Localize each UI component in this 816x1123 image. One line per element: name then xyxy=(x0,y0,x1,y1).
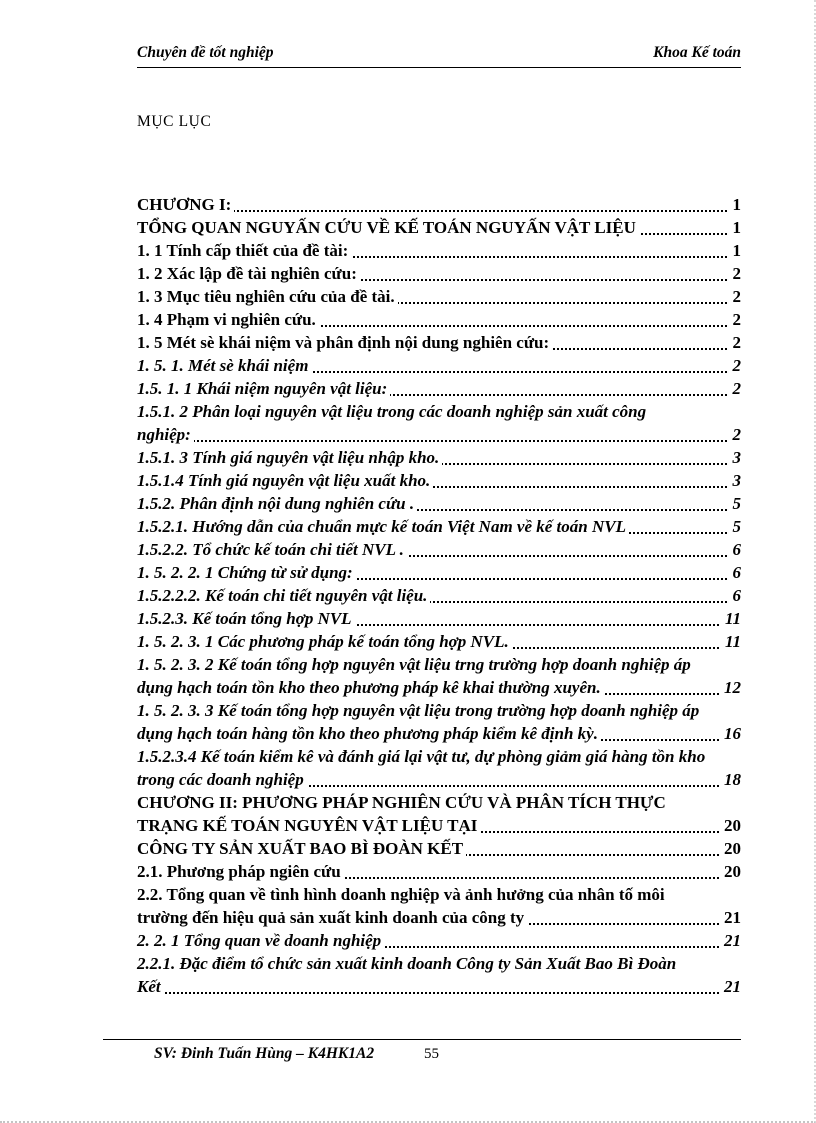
toc-entry xyxy=(137,446,741,469)
toc-entry-text: CHƯƠNG I: xyxy=(137,195,234,214)
toc-entry-page: 21 xyxy=(720,906,741,929)
toc-entry-page: 2 xyxy=(729,262,742,285)
toc-entry xyxy=(137,216,741,239)
toc-entry-page: 6 xyxy=(729,584,742,607)
footer-page-number: 55 xyxy=(424,1046,439,1062)
toc-entry-text: 1.5.2.1. Hướng dẫn của chuẩn mực kế toán Việt Nam về kế toán NVL xyxy=(137,517,629,536)
toc-entry-text: 1.5.2.2. Tổ chức kế toán chi tiết NVL . xyxy=(137,540,407,559)
footer-rule xyxy=(103,1039,741,1040)
dot-leader xyxy=(137,440,739,442)
toc-entry-text: 1. 3 Mục tiêu nghiên cứu của đề tài. xyxy=(137,287,398,306)
toc-entry xyxy=(137,630,741,653)
toc-entry-page: 2 xyxy=(729,423,742,446)
toc-entry xyxy=(137,354,741,377)
toc-entry-text: CÔNG TY SẢN XUẤT BAO BÌ ĐOÀN KẾT xyxy=(137,839,466,858)
toc-entry xyxy=(137,584,741,607)
toc-entry-page: 20 xyxy=(720,837,741,860)
toc-entry-text: 1. 2 Xác lập đề tài nghiên cứu: xyxy=(137,264,360,283)
dot-leader xyxy=(137,992,739,994)
toc-entry-text: 1. 5. 2. 3. 3 Kế toán tổng hợp nguyên vật liệu trong trường hợp doanh nghiệp áp dụng hạch toán hàng tồn kho theo phương pháp kiểm kê định kỳ. xyxy=(137,701,700,743)
toc-entry xyxy=(137,400,741,446)
toc-entry xyxy=(137,308,741,331)
toc-entry-text: 2. 2. 1 Tổng quan về doanh nghiệp xyxy=(137,931,384,950)
toc-entry-page: 2 xyxy=(729,354,742,377)
toc-entry-text: 1. 5 Mét sè khái niệm và phân định nội dung nghiên cứu: xyxy=(137,333,552,352)
toc-entry-page: 1 xyxy=(729,239,742,262)
toc-entry xyxy=(137,561,741,584)
toc-entry-page: 2 xyxy=(729,285,742,308)
toc-entry-page: 2 xyxy=(729,377,742,400)
toc-entry xyxy=(137,699,741,745)
toc-entry-page: 20 xyxy=(720,860,741,883)
toc-entry xyxy=(137,538,741,561)
toc-entry-text: 1.5.1.4 Tính giá nguyên vật liệu xuất kho. xyxy=(137,471,433,490)
toc-entry-text: 2.1. Phương pháp ngiên cứu xyxy=(137,862,344,881)
toc-entry-text: 1.5.1. 2 Phân loại nguyên vật liệu trong các doanh nghiệp sản xuất công nghiệp: xyxy=(137,402,647,444)
toc-entry-text: 1.5.2.2.2. Kế toán chi tiết nguyên vật liệu. xyxy=(137,586,430,605)
header-left-text: Chuyên đề tốt nghiệp xyxy=(137,44,274,61)
toc-entry xyxy=(137,883,741,929)
toc-entry xyxy=(137,193,741,216)
footer-author: SV: Đinh Tuấn Hùng – K4HK1A2 xyxy=(154,1045,375,1062)
toc-entry-text: 1.5.2.3.4 Kế toán kiểm kê và đánh giá lại vật tư, dự phòng giảm giá hàng tồn kho trong các doanh nghiệp xyxy=(137,747,706,789)
toc-entry-text: 2.2. Tổng quan về tình hình doanh nghiệp và ảnh hưởng của nhân tố môi trường đến hiệu quả sản xuất kinh doanh của công ty xyxy=(137,885,665,927)
header-right-text: Khoa Kế toán xyxy=(653,44,741,61)
page-title: MỤC LỤC xyxy=(137,113,212,130)
toc-entry-page: 21 xyxy=(720,975,741,998)
toc-entry-text: TỔNG QUAN NGUYẤN CỨU VỀ KẾ TOÁN NGUYẤN VẬT LIỆU xyxy=(137,218,639,237)
toc-entry-page: 11 xyxy=(721,607,741,630)
toc-entry xyxy=(137,285,741,308)
toc-entry-page: 1 xyxy=(729,193,742,216)
header-rule xyxy=(137,67,741,68)
toc-entry-text: 1.5.1. 3 Tính giá nguyên vật liệu nhập kho. xyxy=(137,448,442,467)
toc-entry xyxy=(137,377,741,400)
page-header xyxy=(137,44,741,62)
toc-entry-page: 2 xyxy=(729,308,742,331)
toc-entry-page: 3 xyxy=(729,469,742,492)
toc-entry-page: 5 xyxy=(729,515,742,538)
toc-entry xyxy=(137,469,741,492)
toc-entry-page: 11 xyxy=(721,630,741,653)
toc-entry xyxy=(137,791,741,837)
toc-entry-text: 1. 1 Tính cấp thiết của đề tài: xyxy=(137,241,351,260)
toc-entry-text: 1.5. 1. 1 Khái niệm nguyên vật liệu: xyxy=(137,379,390,398)
toc-entry-page: 18 xyxy=(720,768,741,791)
toc-entry-text: 1. 5. 2. 3. 2 Kế toán tổng hợp nguyên vật liệu trng trường hợp doanh nghiệp áp dụng hạch toán tồn kho theo phương pháp kê khai thường xuyên. xyxy=(137,655,691,697)
table-of-contents xyxy=(137,193,741,998)
toc-entry-text: 1. 5. 1. Mét sè khái niệm xyxy=(137,356,311,375)
toc-entry xyxy=(137,239,741,262)
toc-entry-page: 20 xyxy=(720,814,741,837)
toc-entry xyxy=(137,262,741,285)
toc-entry-text: 1. 5. 2. 3. 1 Các phương pháp kế toán tổng hợp NVL. xyxy=(137,632,512,651)
toc-entry xyxy=(137,745,741,791)
toc-entry-page: 12 xyxy=(720,676,741,699)
toc-entry xyxy=(137,837,741,860)
toc-entry xyxy=(137,331,741,354)
toc-entry-text: CHƯƠNG II: PHƯƠNG PHÁP NGHIÊN CỨU VÀ PHÂN TÍCH THỰC TRẠNG KẾ TOÁN NGUYÊN VẬT LIỆU TẠI xyxy=(137,793,666,835)
toc-entry-page: 16 xyxy=(720,722,741,745)
toc-entry-page: 5 xyxy=(729,492,742,515)
toc-entry xyxy=(137,607,741,630)
toc-entry-page: 1 xyxy=(729,216,742,239)
toc-entry xyxy=(137,653,741,699)
toc-entry xyxy=(137,929,741,952)
toc-entry xyxy=(137,952,741,998)
toc-entry-text: 1.5.2. Phân định nội dung nghiên cứu . xyxy=(137,494,417,513)
toc-entry-page: 3 xyxy=(729,446,742,469)
toc-entry-text: 1.5.2.3. Kế toán tổng hợp NVL xyxy=(137,609,355,628)
toc-entry-page: 6 xyxy=(729,538,742,561)
toc-entry-text: 2.2.1. Đặc điểm tổ chức sản xuất kinh doanh Công ty Sản Xuất Bao Bì Đoàn Kết xyxy=(137,954,677,996)
toc-entry-page: 2 xyxy=(729,331,742,354)
toc-entry-text: 1. 5. 2. 2. 1 Chứng từ sử dụng: xyxy=(137,563,356,582)
toc-entry xyxy=(137,515,741,538)
toc-entry-page: 21 xyxy=(720,929,741,952)
toc-entry xyxy=(137,860,741,883)
toc-entry-text: 1. 4 Phạm vi nghiên cứu. xyxy=(137,310,319,329)
toc-entry-page: 6 xyxy=(729,561,742,584)
toc-entry xyxy=(137,492,741,515)
